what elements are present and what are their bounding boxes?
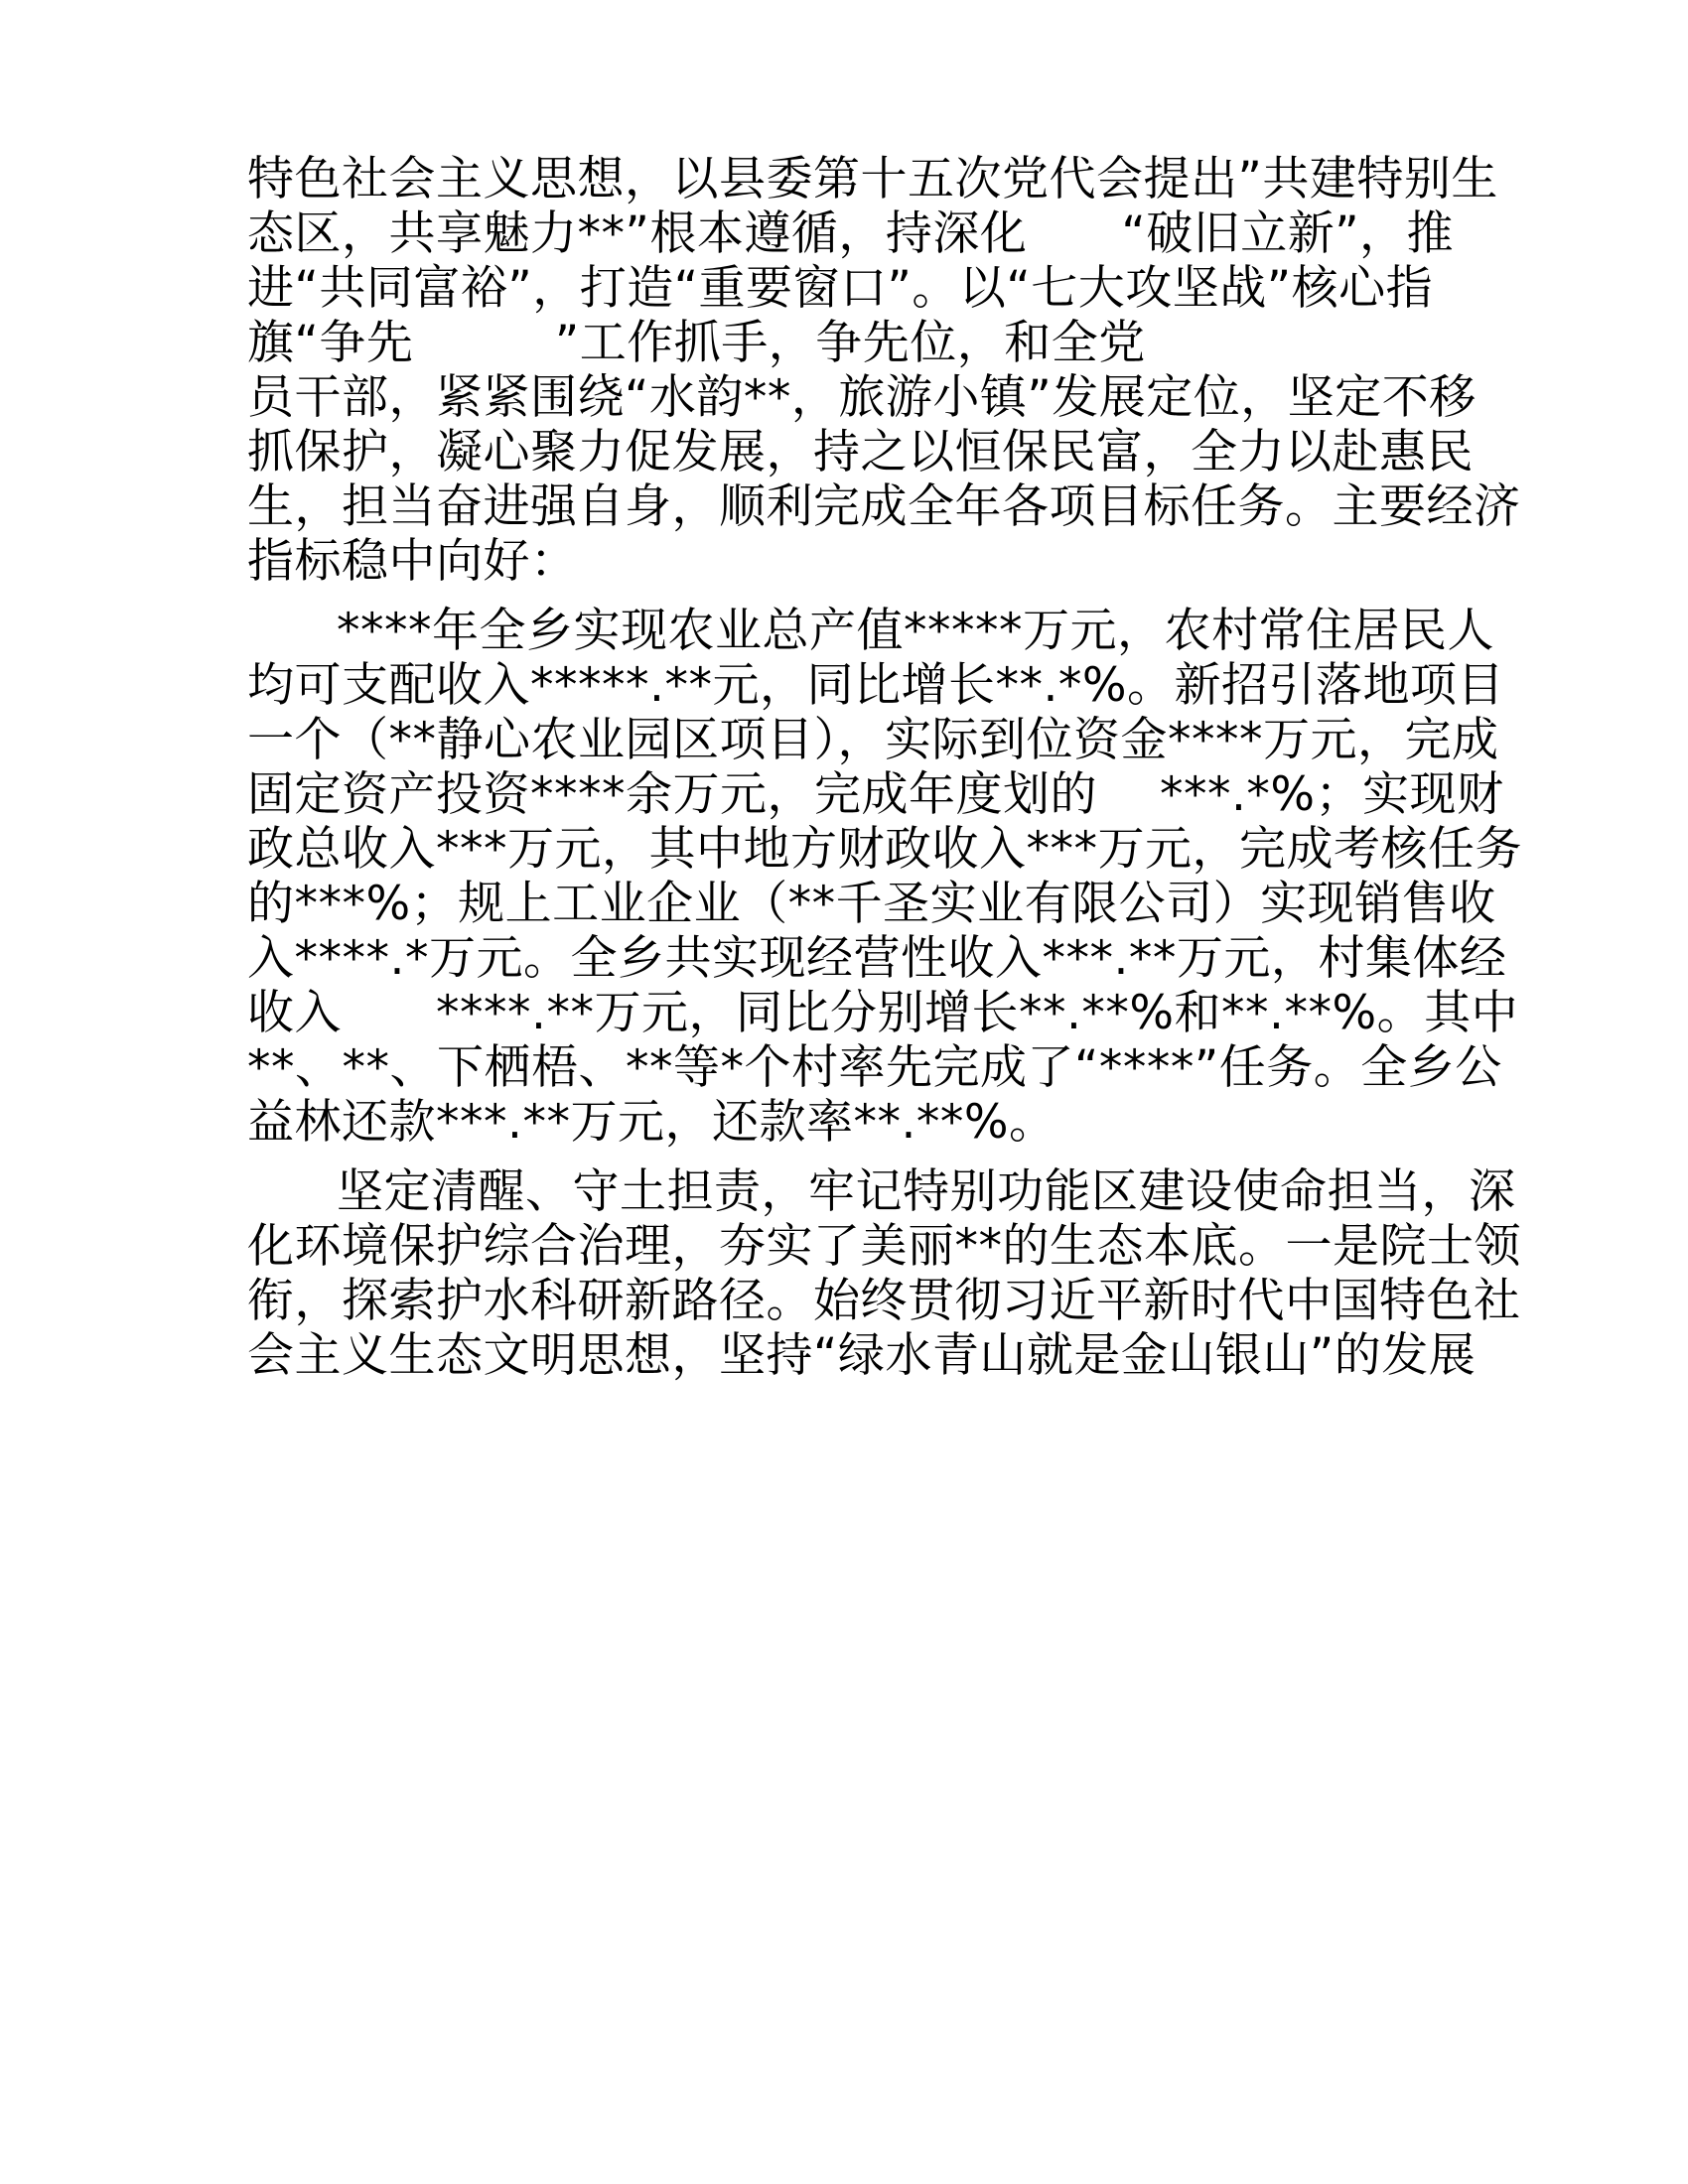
paragraph-1-line-4: 旗“争先 ”工作抓手，争先位，和全党	[247, 316, 1146, 370]
paragraph-2-line-3: 一个（**静心农业园区项目），实际到位资金****万元，完成	[247, 713, 1499, 767]
paragraph-2-line-10: 益林还款***.**万元，还款率**.**%。	[247, 1095, 1056, 1150]
paragraph-3-line-3: 衔，探索护水科研新路径。始终贯彻习近平新时代中国特色社	[247, 1274, 1521, 1328]
paragraph-2-line-1: ****年全乡实现农业总产值*****万元，农村常住居民人	[337, 604, 1494, 658]
paragraph-2-line-9: **、**、下栖梧、**等*个村率先完成了“****”任务。全乡公	[247, 1040, 1502, 1095]
paragraph-2-line-6: 的***%；规上工业企业（**千圣实业有限公司）实现销售收	[247, 877, 1496, 931]
paragraph-3-line-4: 会主义生态文明思想，坚持“绿水青山就是金山银山”的发展	[247, 1328, 1477, 1383]
paragraph-2-line-4: 固定资产投资****余万元，完成年度划的 ***.*%；实现财	[247, 767, 1504, 822]
paragraph-2-line-8: 收入 ****.**万元，同比分别增长**.**%和**.**%。其中	[247, 986, 1519, 1040]
paragraph-2-line-2: 均可支配收入*****.**元，同比增长**.*%。新招引落地项目	[247, 658, 1505, 713]
paragraph-1-line-8: 指标稳中向好：	[247, 534, 578, 589]
paragraph-3-line-2: 化环境保护综合治理，夯实了美丽**的生态本底。一是院士领	[247, 1219, 1521, 1274]
paragraph-1-line-5: 员干部，紧紧围绕“水韵**，旅游小镇”发展定位，坚定不移	[247, 370, 1477, 425]
paragraph-1-line-7: 生，担当奋进强自身，顺利完成全年各项目标任务。主要经济	[247, 479, 1521, 534]
paragraph-2-line-5: 政总收入***万元，其中地方财政收入***万元，完成考核任务	[247, 822, 1522, 877]
paragraph-1-line-3: 进“共同富裕”，打造“重要窗口”。以“七大攻坚战”核心指	[247, 261, 1434, 316]
paragraph-3-line-1: 坚定清醒、守土担责，牢记特别功能区建设使命担当，深	[337, 1164, 1516, 1219]
paragraph-1-line-1: 特色社会主义思想，以县委第十五次党代会提出”共建特别生	[247, 152, 1498, 206]
paragraph-1-line-6: 抓保护，凝心聚力促发展，持之以恒保民富，全力以赴惠民	[247, 425, 1474, 479]
paragraph-1-line-2: 态区，共享魅力**”根本遵循，持深化 “破旧立新”，推	[247, 206, 1455, 261]
paragraph-2-line-7: 入****.*万元。全乡共实现经营性收入***.**万元，村集体经	[247, 931, 1507, 986]
